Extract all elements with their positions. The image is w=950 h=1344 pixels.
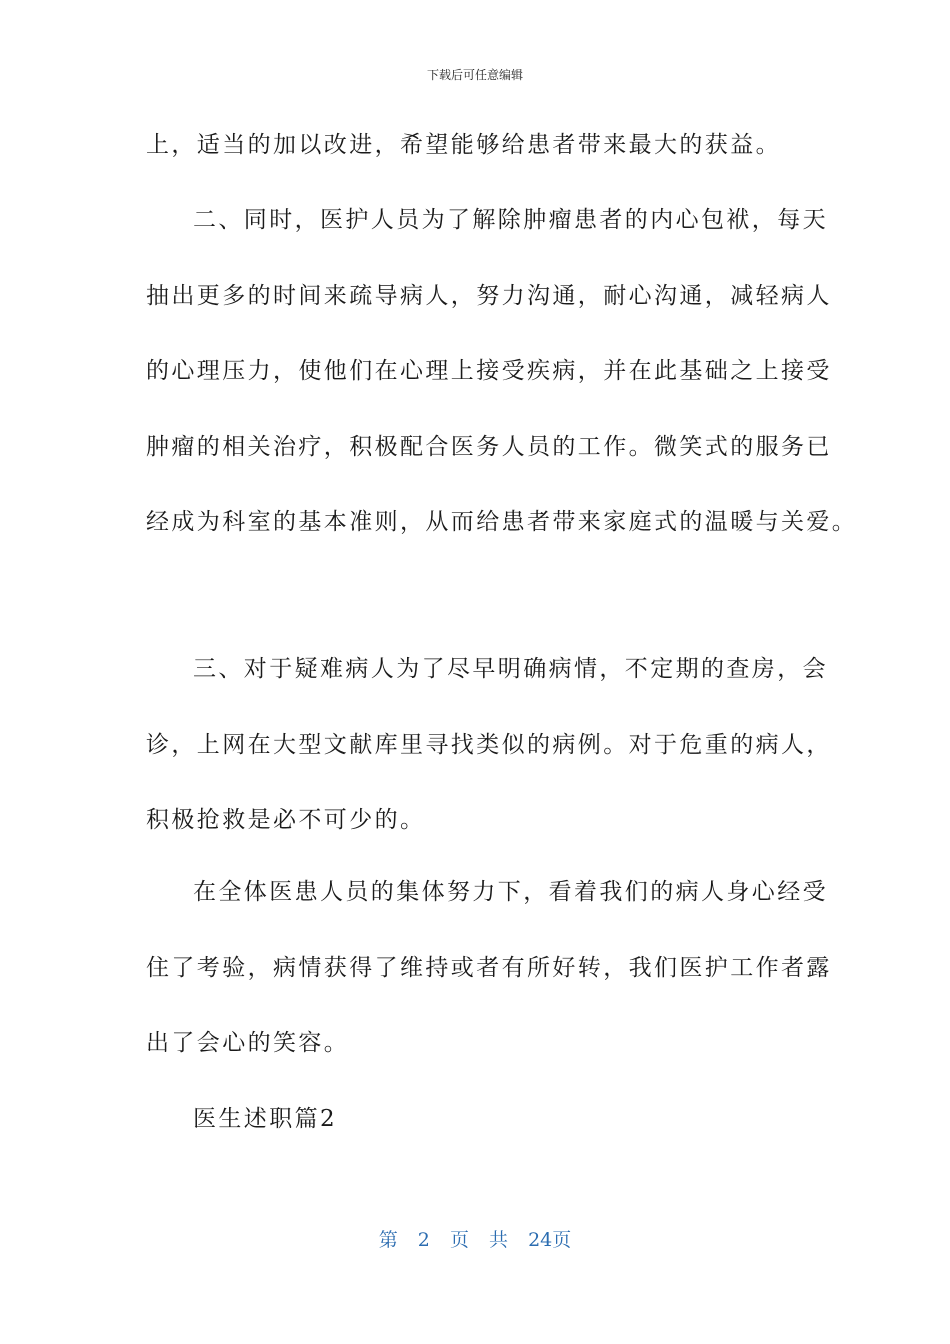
paragraph-line: 肿瘤的相关治疗，积极配合医务人员的工作。微笑式的服务已	[146, 434, 832, 460]
page-header: 下载后可任意编辑	[426, 68, 523, 82]
paragraph-line: 出了会心的笑容。	[146, 1030, 350, 1056]
paragraph-line: 经成为科室的基本准则，从而给患者带来家庭式的温暖与关爱。	[146, 509, 858, 535]
page-number-footer	[0, 1225, 950, 1252]
footer-label-page: 第	[378, 1229, 398, 1251]
footer-current-page: 2	[417, 1229, 430, 1251]
paragraph-line: 上，适当的加以改进，希望能够给患者带来最大的获益。	[146, 132, 781, 158]
footer-label-unit: 页	[449, 1229, 469, 1251]
paragraph-line: 三、对于疑难病人为了尽早明确病情，不定期的查房，会	[193, 656, 828, 682]
footer-total-pages: 24页	[528, 1229, 572, 1251]
paragraph-line: 抽出更多的时间来疏导病人，努力沟通，耐心沟通，减轻病人	[146, 283, 832, 309]
paragraph-line: 住了考验，病情获得了维持或者有所好转，我们医护工作者露	[146, 955, 832, 981]
paragraph-line: 积极抢救是必不可少的。	[146, 807, 426, 833]
paragraph-line: 在全体医患人员的集体努力下，看着我们的病人身心经受	[193, 879, 828, 905]
paragraph-line: 二、同时，医护人员为了解除肿瘤患者的内心包袱，每天	[193, 207, 828, 233]
paragraph-line: 的心理压力，使他们在心理上接受疾病，并在此基础之上接受	[146, 358, 832, 384]
footer-label-total: 共	[489, 1229, 509, 1251]
paragraph-line: 诊，上网在大型文献库里寻找类似的病例。对于危重的病人，	[146, 732, 832, 758]
section-heading: 医生述职篇2	[193, 1106, 338, 1132]
